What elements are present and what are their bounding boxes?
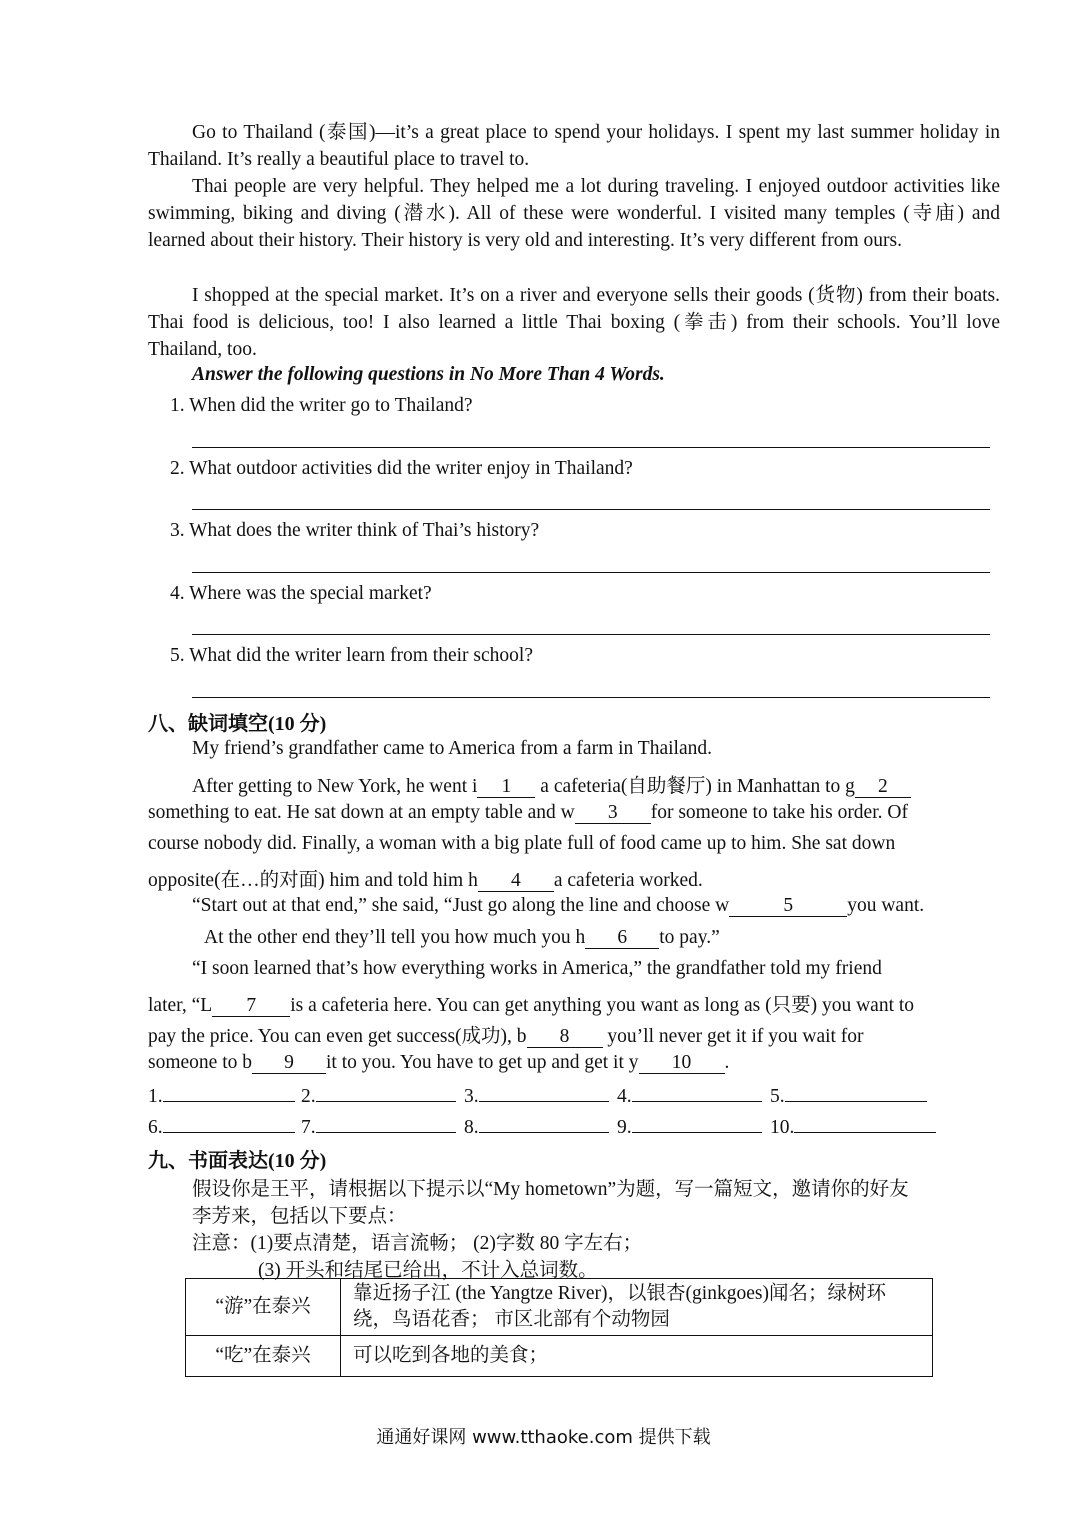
blank-7[interactable]: 7 (212, 996, 290, 1017)
cloze-line-8: “I soon learned that’s how everything works in America,” the grandfather told my friend (192, 958, 882, 979)
answer-slot-3[interactable]: 3. (464, 1083, 609, 1108)
writing-task-line-1: 假设你是王平，请根据以下提示以“My hometown”为题，写一篇短文，邀请你的好友 (192, 1179, 909, 1200)
writing-note-2: (3) 开头和结尾已给出，不计入总词数。 (258, 1260, 598, 1281)
answer-slot-9[interactable]: 9. (617, 1114, 762, 1139)
section-9-title: 九、书面表达(10 分) (148, 1150, 327, 1172)
table-row (186, 1279, 933, 1336)
passage-paragraph-2: Thai people are very helpful. They helped me a lot during traveling. I enjoyed outdoor activities like swimming, biking and diving (潜水). All of these were wonderful. I visited many temples (寺庙) and learned about their history. Their history is very old and interesting. It’s very different from ours. (148, 176, 1000, 251)
answer-slot-2[interactable]: 2. (301, 1083, 456, 1108)
cloze-line-5: opposite(在…的对面) him and told him h 4 a cafeteria worked. (148, 870, 703, 891)
blank-1[interactable]: 1 (477, 777, 535, 798)
table-row (186, 1336, 933, 1377)
blank-5[interactable]: 5 (729, 896, 847, 917)
cloze-line-6: “Start out at that end,” she said, “Just go along the line and choose w 5 you want. (192, 895, 925, 916)
blank-8[interactable]: 8 (527, 1027, 603, 1048)
answer-slot-7[interactable]: 7. (301, 1114, 456, 1139)
writing-note-1: 注意：(1)要点清楚，语言流畅； (2)字数 80 字左右； (192, 1233, 643, 1254)
reading-instruction: Answer the following questions in No More Than 4 Words. (192, 364, 665, 385)
question-2: 2. What outdoor activities did the writer enjoy in Thailand? (170, 458, 633, 479)
passage-paragraph-3: I shopped at the special market. It’s on a river and everyone sells their goods (货物) from their boats. Thai food is delicious, too! I also learned a little Thai boxing (拳击) from their schools. You’ll love Thailand, too. (148, 285, 1000, 360)
cloze-line-9: later, “L 7 is a cafeteria here. You can get anything you want as long as (只要) you want to (148, 995, 915, 1016)
answer-line-2[interactable] (192, 509, 990, 510)
writing-hint-table (185, 1278, 933, 1377)
table-cell-content: 靠近扬子江 (the Yangtze River)，以银杏(ginkgoes)闻名；绿树环绕，鸟语花香； 市区北部有个动物园 (341, 1279, 933, 1336)
answer-slot-10[interactable]: 10. (770, 1114, 936, 1139)
blank-4[interactable]: 4 (478, 871, 554, 892)
answer-line-3[interactable] (192, 572, 990, 573)
section-8-title: 八、缺词填空(10 分) (148, 713, 327, 735)
answer-line-5[interactable] (192, 697, 990, 698)
blank-9[interactable]: 9 (252, 1053, 326, 1074)
question-1: 1. When did the writer go to Thailand? (170, 395, 473, 416)
passage-paragraph-1: Go to Thailand (泰国)—it’s a great place to spend your holidays. I spent my last summer holiday in Thailand. It’s really a beautiful place to travel to. (148, 122, 1000, 170)
page-footer: 通通好课网 www.tthaoke.com 提供下载 (376, 1427, 711, 1448)
cloze-line-2: After getting to New York, he went i 1 a cafeteria(自助餐厅) in Manhattan to g 2 (192, 770, 1044, 798)
blank-2[interactable]: 2 (855, 777, 911, 798)
answer-slot-4[interactable]: 4. (617, 1083, 762, 1108)
answer-line-4[interactable] (192, 634, 990, 635)
question-5: 5. What did the writer learn from their school? (170, 645, 533, 666)
blank-6[interactable]: 6 (585, 928, 659, 949)
blank-10[interactable]: 10 (639, 1053, 725, 1074)
cloze-line-3: something to eat. He sat down at an empty table and w 3 for someone to take his order. Of (148, 802, 908, 823)
cloze-line-4: course nobody did. Finally, a woman with a big plate full of food came up to him. She sat down (148, 833, 896, 854)
writing-task-line-2: 李芳来，包括以下要点： (192, 1206, 407, 1227)
cloze-line-7: At the other end they’ll tell you how much you h 6 to pay.” (204, 927, 720, 948)
answer-line-1[interactable] (192, 447, 990, 448)
cloze-line-1: My friend’s grandfather came to America from a farm in Thailand. (192, 738, 712, 759)
cloze-line-11: someone to b 9 it to you. You have to get up and get it y 10 . (148, 1052, 730, 1073)
answer-slot-6[interactable]: 6. (148, 1114, 295, 1139)
answer-slot-5[interactable]: 5. (770, 1083, 927, 1108)
table-cell-label: “游”在泰兴 (186, 1279, 341, 1336)
answer-slot-8[interactable]: 8. (464, 1114, 609, 1139)
table-cell-label: “吃”在泰兴 (186, 1336, 341, 1377)
question-4: 4. Where was the special market? (170, 583, 432, 604)
blank-3[interactable]: 3 (575, 803, 651, 824)
answer-slot-1[interactable]: 1. (148, 1083, 295, 1108)
question-3: 3. What does the writer think of Thai’s history? (170, 520, 540, 541)
cloze-line-10: pay the price. You can even get success(成功), b 8 you’ll never get it if you wait for (148, 1026, 864, 1047)
table-cell-content: 可以吃到各地的美食； (341, 1336, 933, 1377)
